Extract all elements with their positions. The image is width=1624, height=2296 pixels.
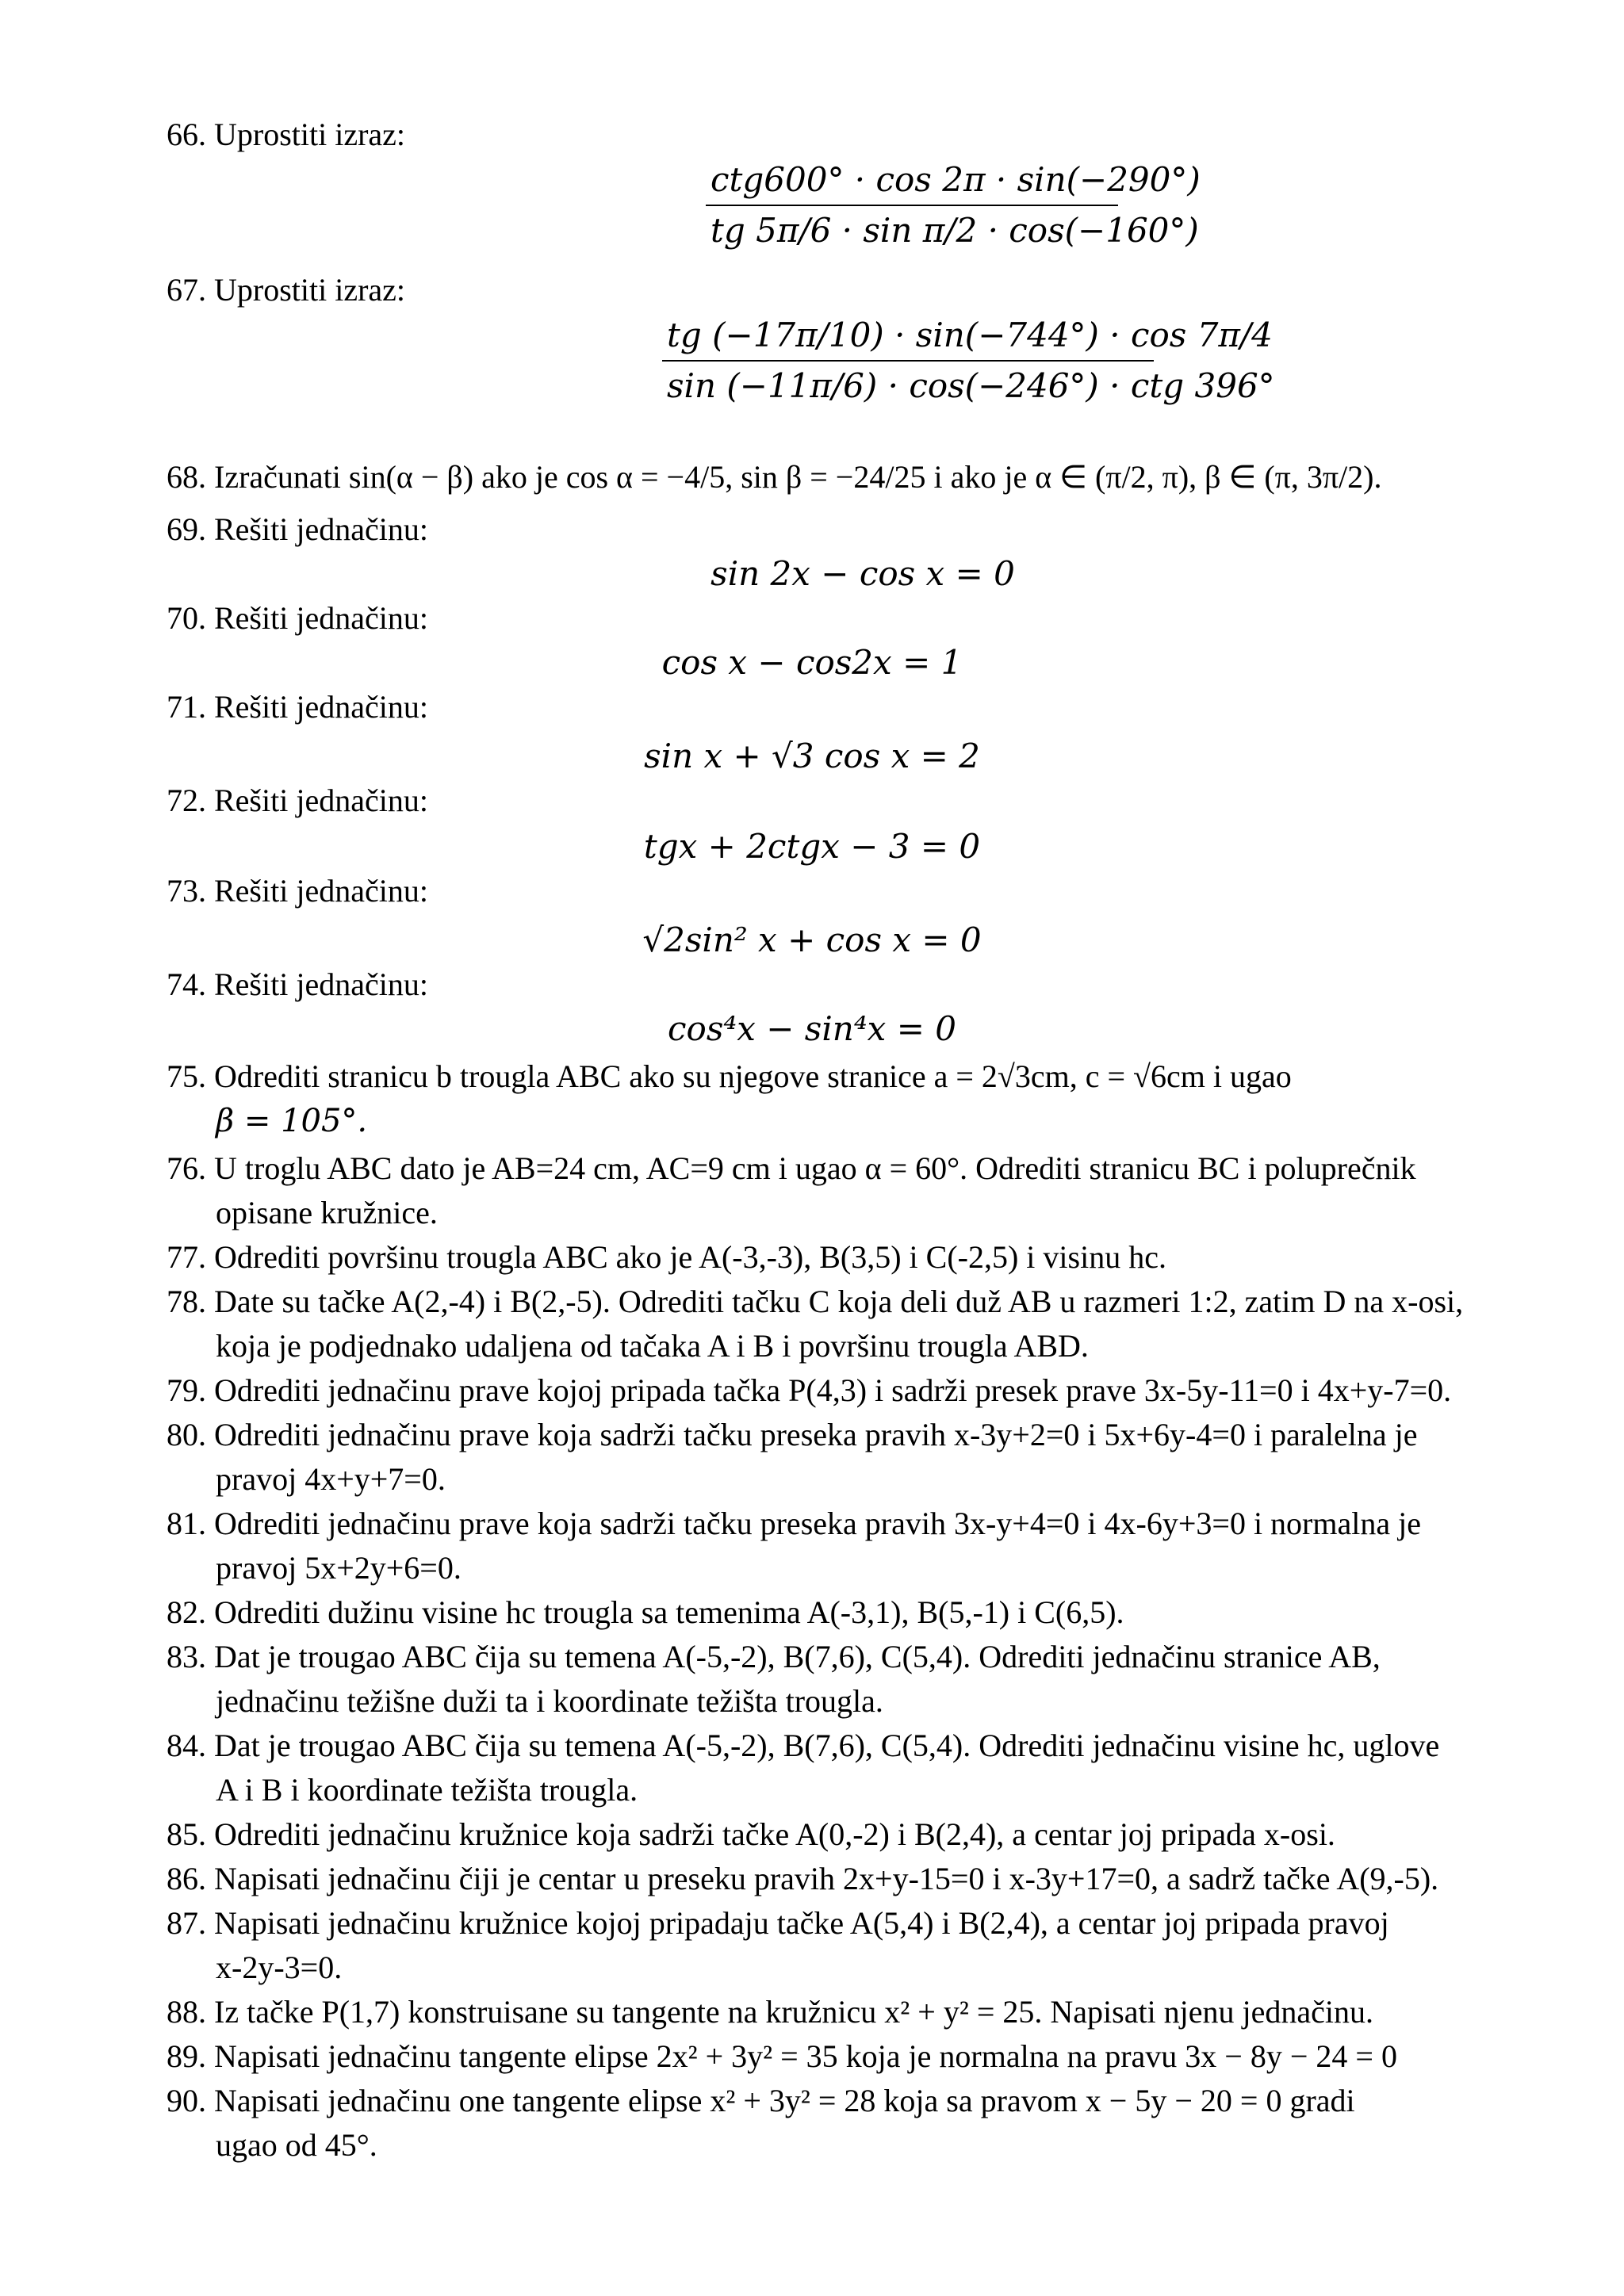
problem-67-fraction xyxy=(662,311,1275,411)
problem-87-line2: x-2y-3=0. xyxy=(216,1950,343,1985)
problem-76-line1: 76. U troglu ABC dato je AB=24 cm, AC=9 cm i ugao α = 60°. Odrediti stranicu BC i poluprečnik xyxy=(167,1150,1416,1186)
problem-86-line1: 86. Napisati jednačinu čiji je centar u preseku pravih 2x+y-15=0 i x-3y+17=0, a sadrž tačke A(9,-5). xyxy=(167,1861,1439,1896)
problem-81-line1: 81. Odrediti jednačinu prave koja sadrži tačku preseka pravih 3x-y+4=0 i 4x-6y+3=0 i normalna je xyxy=(167,1506,1421,1541)
problem-67-numerator: tg (−17π/10) · sin(−744°) · cos 7π/4 xyxy=(667,316,1273,354)
problem-71-equation: sin x + √3 cos x = 2 xyxy=(644,737,980,775)
problem-73-label: 73. Rešiti jednačinu: xyxy=(167,873,428,909)
problem-72-label: 72. Rešiti jednačinu: xyxy=(167,783,428,818)
problem-83-line1: 83. Dat je trougao ABC čija su temena A(-5,-2), B(7,6), C(5,4). Odrediti jednačinu stranice AB, xyxy=(167,1639,1381,1674)
problem-88-line1: 88. Iz tačke P(1,7) konstruisane su tangente na kružnicu x² + y² = 25. Napisati njenu jednačinu. xyxy=(167,1994,1374,2030)
problem-85-line1: 85. Odrediti jednačinu kružnice koja sadrži tačke A(0,-2) i B(2,4), a centar joj pripada x-osi. xyxy=(167,1816,1335,1852)
problem-66-label: 66. Uprostiti izraz: xyxy=(167,117,406,152)
problem-79-line1: 79. Odrediti jednačinu prave kojoj pripada tačka P(4,3) i sadrži presek prave 3x-5y-11=0 i 4x+y-7=0. xyxy=(167,1372,1452,1408)
problem-81-line2: pravoj 5x+2y+6=0. xyxy=(216,1550,462,1586)
problem-74-label: 74. Rešiti jednačinu: xyxy=(167,966,428,1002)
problem-84-line2: A i B i koordinate težišta trougla. xyxy=(216,1772,638,1808)
problem-66-fraction xyxy=(706,155,1201,255)
problem-70-equation: cos x − cos2x = 1 xyxy=(661,643,963,682)
problem-68-text: 68. Izračunati sin(α − β) ako je cos α = −4/5, sin β = −24/25 i ako je α ∈ (π/2, π), β ∈ (π, 3π/2). xyxy=(167,459,1382,495)
problem-78-line1: 78. Date su tačke A(2,-4) i B(2,-5). Odrediti tačku C koja deli duž AB u razmeri 1:2, zatim D na x-osi, xyxy=(167,1284,1464,1319)
problem-76-line2: opisane kružnice. xyxy=(216,1195,438,1230)
problem-77-line1: 77. Odrediti površinu trougla ABC ako je A(-3,-3), B(3,5) i C(-2,5) i visinu hc. xyxy=(167,1239,1166,1275)
problem-80-line1: 80. Odrediti jednačinu prave koja sadrži tačku preseka pravih x-3y+2=0 i 5x+6y-4=0 i paralelna je xyxy=(167,1417,1418,1452)
problem-80-line2: pravoj 4x+y+7=0. xyxy=(216,1461,446,1497)
problem-69-label: 69. Rešiti jednačinu: xyxy=(167,511,428,547)
problem-75-line2: β = 105°. xyxy=(216,1103,368,1139)
problem-66-numerator: ctg600° · cos 2π · sin(−290°) xyxy=(710,160,1201,199)
problem-82-line1: 82. Odrediti dužinu visine hc trougla sa temenima A(-3,1), B(5,-1) i C(6,5). xyxy=(167,1594,1124,1630)
problem-84-line1: 84. Dat je trougao ABC čija su temena A(-5,-2), B(7,6), C(5,4). Odrediti jednačinu visine hc, uglove xyxy=(167,1728,1440,1763)
problem-74-equation: cos⁴x − sin⁴x = 0 xyxy=(668,1009,956,1048)
problem-83-line2: jednačinu težišne duži ta i koordinate težišta trougla. xyxy=(216,1683,883,1719)
problem-89-line1: 89. Napisati jednačinu tangente elipse 2x² + 3y² = 35 koja je normalna na pravu 3x − 8y − 24 = 0 xyxy=(167,2038,1397,2074)
problem-71-label: 71. Rešiti jednačinu: xyxy=(167,689,428,725)
problem-72-equation: tgx + 2ctgx − 3 = 0 xyxy=(643,827,981,866)
problem-87-line1: 87. Napisati jednačinu kružnice kojoj pripadaju tačke A(5,4) i B(2,4), a centar joj pripada pravoj xyxy=(167,1905,1389,1941)
problem-73-equation: √2sin² x + cos x = 0 xyxy=(642,920,982,959)
problem-90-line1: 90. Napisati jednačinu one tangente elipse x² + 3y² = 28 koja sa pravom x − 5y − 20 = 0 gradi xyxy=(167,2083,1355,2118)
problem-69-equation: sin 2x − cos x = 0 xyxy=(710,554,1015,593)
problem-67-denominator: sin (−11π/6) · cos(−246°) · ctg 396° xyxy=(667,366,1275,405)
problem-90-line2: ugao od 45°. xyxy=(216,2127,377,2163)
problem-67-label: 67. Uprostiti izraz: xyxy=(167,272,406,308)
problem-70-label: 70. Rešiti jednačinu: xyxy=(167,600,428,636)
problem-75-line1: 75. Odrediti stranicu b trougla ABC ako su njegove stranice a = 2√3cm, c = √6cm i ugao xyxy=(167,1058,1292,1094)
problem-66-denominator: tg 5π/6 · sin π/2 · cos(−160°) xyxy=(710,211,1199,250)
problem-78-line2: koja je podjednako udaljena od tačaka A i B i površinu trougla ABD. xyxy=(216,1328,1089,1364)
